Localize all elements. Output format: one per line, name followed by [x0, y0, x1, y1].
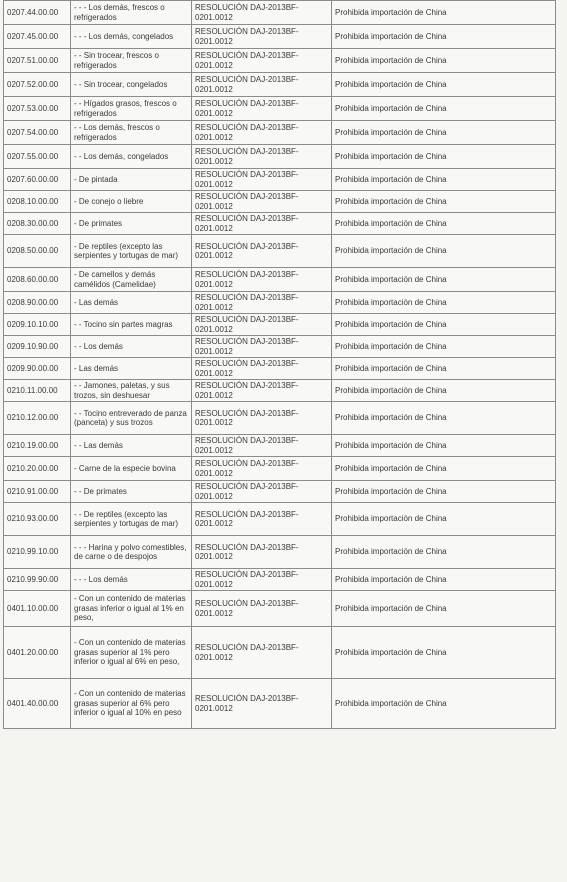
import-restriction: Prohibida importación de China	[332, 121, 556, 145]
import-restriction: Prohibida importación de China	[332, 213, 556, 235]
import-restriction: Prohibida importación de China	[332, 25, 556, 49]
resolution-suffix: 0201.0012	[195, 84, 233, 94]
resolution-number: RESOLUCIÓN DAJ-2013BF-	[195, 270, 299, 279]
table-row	[4, 1, 556, 25]
resolution-number: RESOLUCIÓN DAJ-2013BF-	[195, 459, 299, 468]
product-description: - Con un contenido de materias grasas inferior o igual al 1% en peso,	[71, 591, 192, 627]
import-restriction: Prohibida importación de China	[332, 1, 556, 25]
product-description: - - Tocino sin partes magras	[71, 314, 192, 336]
resolution-number: RESOLUCIÓN DAJ-2013BF-	[195, 170, 299, 179]
table-row	[4, 380, 556, 402]
resolution-number: RESOLUCIÓN DAJ-2013BF-	[195, 99, 299, 108]
tariff-code: 0208.30.00.00	[4, 213, 71, 235]
table-row	[4, 169, 556, 191]
product-description: - Con un contenido de materias grasas superior al 6% pero inferior o igual al 10% en peso	[71, 679, 192, 729]
resolution-reference	[192, 73, 332, 97]
tariff-code: 0209.10.10.00	[4, 314, 71, 336]
resolution-suffix: 0201.0012	[195, 579, 233, 589]
product-description: - - Las demás	[71, 435, 192, 457]
tariff-code: 0210.99.90.00	[4, 569, 71, 591]
import-restriction: Prohibida importación de China	[332, 380, 556, 402]
table-row	[4, 435, 556, 457]
tariff-code: 0208.60.00.00	[4, 268, 71, 292]
resolution-reference	[192, 481, 332, 503]
product-description: - De pintada	[71, 169, 192, 191]
resolution-suffix: 0201.0012	[195, 703, 233, 713]
table-row	[4, 235, 556, 268]
tariff-code: 0207.45.00.00	[4, 25, 71, 49]
product-description: - Las demás	[71, 358, 192, 380]
tariff-code: 0209.90.00.00	[4, 358, 71, 380]
resolution-suffix: 0201.0012	[195, 132, 233, 142]
import-restriction: Prohibida importación de China	[332, 145, 556, 169]
tariff-code: 0210.20.00.00	[4, 457, 71, 481]
product-description: - - Los demás, frescos o refrigerados	[71, 121, 192, 145]
resolution-number: RESOLUCIÓN DAJ-2013BF-	[195, 570, 299, 579]
table-row	[4, 679, 556, 729]
resolution-number: RESOLUCIÓN DAJ-2013BF-	[195, 542, 299, 552]
import-restriction: Prohibida importación de China	[332, 191, 556, 213]
import-restriction: Prohibida importación de China	[332, 314, 556, 336]
resolution-number: RESOLUCIÓN DAJ-2013BF-	[195, 381, 299, 390]
table-row	[4, 591, 556, 627]
tariff-code: 0208.50.00.00	[4, 235, 71, 268]
resolution-reference	[192, 380, 332, 402]
import-restriction: Prohibida importación de China	[332, 235, 556, 268]
tariff-code: 0208.90.00.00	[4, 292, 71, 314]
resolution-suffix: 0201.0012	[195, 390, 233, 400]
product-description: - Las demás	[71, 292, 192, 314]
tariff-code: 0210.99.10.00	[4, 536, 71, 569]
resolution-number: RESOLUCIÓN DAJ-2013BF-	[195, 147, 299, 156]
resolution-suffix: 0201.0012	[195, 346, 233, 356]
tariff-code: 0210.19.00.00	[4, 435, 71, 457]
product-description: - - Tocino entreverado de panza (panceta) y sus trozos	[71, 402, 192, 435]
resolution-reference	[192, 213, 332, 235]
product-description: - De reptiles (excepto las serpientes y tortugas de mar)	[71, 235, 192, 268]
resolution-reference	[192, 25, 332, 49]
product-description: - - Los demás	[71, 336, 192, 358]
resolution-reference	[192, 402, 332, 435]
product-description: - Carne de la especie bovina	[71, 457, 192, 481]
resolution-suffix: 0201.0012	[195, 60, 233, 70]
tariff-code: 0207.55.00.00	[4, 145, 71, 169]
resolution-reference	[192, 536, 332, 569]
table-row	[4, 402, 556, 435]
tariff-code: 0210.91.00.00	[4, 481, 71, 503]
tariff-code: 0209.10.90.00	[4, 336, 71, 358]
product-description: - De conejo o liebre	[71, 191, 192, 213]
table-row	[4, 49, 556, 73]
resolution-reference	[192, 169, 332, 191]
table-row	[4, 358, 556, 380]
resolution-suffix: 0201.0012	[195, 108, 233, 118]
import-restriction: Prohibida importación de China	[332, 503, 556, 536]
resolution-number: RESOLUCIÓN DAJ-2013BF-	[195, 337, 299, 346]
tariff-code: 0207.51.00.00	[4, 49, 71, 73]
tariff-code: 0401.20.00.00	[4, 627, 71, 679]
table-row	[4, 268, 556, 292]
resolution-reference	[192, 627, 332, 679]
table-row	[4, 97, 556, 121]
resolution-suffix: 0201.0012	[195, 223, 233, 233]
table-row	[4, 627, 556, 679]
tariff-code: 0207.52.00.00	[4, 73, 71, 97]
resolution-reference	[192, 358, 332, 380]
resolution-reference	[192, 1, 332, 25]
table-row	[4, 25, 556, 49]
import-restriction: Prohibida importación de China	[332, 97, 556, 121]
resolution-reference	[192, 679, 332, 729]
tariff-code: 0207.54.00.00	[4, 121, 71, 145]
resolution-reference	[192, 268, 332, 292]
product-description: - - Los demás, congelados	[71, 145, 192, 169]
product-description: - - - Los demás, frescos o refrigerados	[71, 1, 192, 25]
product-description: - - - Los demás, congelados	[71, 25, 192, 49]
table-row	[4, 336, 556, 358]
resolution-number: RESOLUCIÓN DAJ-2013BF-	[195, 694, 299, 703]
resolution-number: RESOLUCIÓN DAJ-2013BF-	[195, 293, 299, 302]
product-description: - - Sin trocear, frescos o refrigerados	[71, 49, 192, 73]
resolution-reference	[192, 49, 332, 73]
resolution-suffix: 0201.0012	[195, 324, 233, 334]
tariff-table	[3, 0, 556, 729]
resolution-number: RESOLUCIÓN DAJ-2013BF-	[195, 408, 299, 418]
tariff-code: 0207.60.00.00	[4, 169, 71, 191]
product-description: - - De reptiles (excepto las serpientes y tortugas de mar)	[71, 503, 192, 536]
table-row	[4, 292, 556, 314]
resolution-reference	[192, 97, 332, 121]
table-row	[4, 73, 556, 97]
product-description: - - Hígados grasos, frescos o refrigerados	[71, 97, 192, 121]
resolution-reference	[192, 235, 332, 268]
product-description: - - Jamones, paletas, y sus trozos, sin deshuesar	[71, 380, 192, 402]
resolution-reference	[192, 145, 332, 169]
resolution-number: RESOLUCIÓN DAJ-2013BF-	[195, 509, 299, 519]
tariff-code: 0401.10.00.00	[4, 591, 71, 627]
resolution-suffix: 0201.0012	[195, 279, 233, 289]
import-restriction: Prohibida importación de China	[332, 627, 556, 679]
resolution-suffix: 0201.0012	[195, 156, 233, 166]
resolution-suffix: 0201.0012	[195, 608, 233, 618]
resolution-number: RESOLUCIÓN DAJ-2013BF-	[195, 315, 299, 324]
resolution-suffix: 0201.0012	[195, 251, 233, 260]
resolution-number: RESOLUCIÓN DAJ-2013BF-	[195, 123, 299, 132]
resolution-reference	[192, 292, 332, 314]
import-restriction: Prohibida importación de China	[332, 336, 556, 358]
table-row	[4, 569, 556, 591]
resolution-suffix: 0201.0012	[195, 468, 233, 478]
resolution-number: RESOLUCIÓN DAJ-2013BF-	[195, 643, 299, 652]
resolution-suffix: 0201.0012	[195, 652, 233, 662]
table-row	[4, 121, 556, 145]
table-row	[4, 213, 556, 235]
resolution-number: RESOLUCIÓN DAJ-2013BF-	[195, 51, 299, 60]
tariff-code: 0207.53.00.00	[4, 97, 71, 121]
resolution-number: RESOLUCIÓN DAJ-2013BF-	[195, 482, 299, 491]
tariff-code: 0210.11.00.00	[4, 380, 71, 402]
tariff-code: 0401.40.00.00	[4, 679, 71, 729]
product-description: - Con un contenido de materias grasas superior al 1% pero inferior o igual al 6% en peso,	[71, 627, 192, 679]
resolution-number: RESOLUCIÓN DAJ-2013BF-	[195, 241, 299, 251]
table-row	[4, 481, 556, 503]
product-description: - De camellos y demás camélidos (Camelidae)	[71, 268, 192, 292]
import-restriction: Prohibida importación de China	[332, 292, 556, 314]
resolution-number: RESOLUCIÓN DAJ-2013BF-	[195, 436, 299, 445]
table-row	[4, 457, 556, 481]
resolution-number: RESOLUCIÓN DAJ-2013BF-	[195, 3, 299, 12]
resolution-reference	[192, 569, 332, 591]
table-row	[4, 314, 556, 336]
tariff-code: 0210.93.00.00	[4, 503, 71, 536]
resolution-suffix: 0201.0012	[195, 368, 233, 378]
tariff-table-body	[4, 1, 556, 729]
resolution-suffix: 0201.0012	[195, 552, 233, 561]
resolution-number: RESOLUCIÓN DAJ-2013BF-	[195, 214, 299, 223]
resolution-reference	[192, 591, 332, 627]
resolution-suffix: 0201.0012	[195, 201, 233, 211]
product-description: - - - Harina y polvo comestibles, de carne o de despojos	[71, 536, 192, 569]
resolution-reference	[192, 121, 332, 145]
resolution-suffix: 0201.0012	[195, 179, 233, 189]
import-restriction: Prohibida importación de China	[332, 536, 556, 569]
import-restriction: Prohibida importación de China	[332, 569, 556, 591]
resolution-number: RESOLUCIÓN DAJ-2013BF-	[195, 599, 299, 608]
resolution-number: RESOLUCIÓN DAJ-2013BF-	[195, 75, 299, 84]
import-restriction: Prohibida importación de China	[332, 402, 556, 435]
import-restriction: Prohibida importación de China	[332, 268, 556, 292]
resolution-suffix: 0201.0012	[195, 445, 233, 455]
tariff-code: 0208.10.00.00	[4, 191, 71, 213]
resolution-reference	[192, 191, 332, 213]
product-description: - - Sin trocear, congelados	[71, 73, 192, 97]
table-row	[4, 536, 556, 569]
resolution-suffix: 0201.0012	[195, 36, 233, 46]
resolution-number: RESOLUCIÓN DAJ-2013BF-	[195, 359, 299, 368]
resolution-reference	[192, 314, 332, 336]
import-restriction: Prohibida importación de China	[332, 457, 556, 481]
table-row	[4, 145, 556, 169]
resolution-suffix: 0201.0012	[195, 491, 233, 501]
import-restriction: Prohibida importación de China	[332, 679, 556, 729]
resolution-number: RESOLUCIÓN DAJ-2013BF-	[195, 192, 299, 201]
product-description: - De primates	[71, 213, 192, 235]
resolution-suffix: 0201.0012	[195, 302, 233, 312]
tariff-code: 0210.12.00.00	[4, 402, 71, 435]
resolution-suffix: 0201.0012	[195, 418, 233, 427]
resolution-number: RESOLUCIÓN DAJ-2013BF-	[195, 27, 299, 36]
resolution-suffix: 0201.0012	[195, 519, 233, 528]
resolution-reference	[192, 503, 332, 536]
resolution-reference	[192, 336, 332, 358]
product-description: - - De primates	[71, 481, 192, 503]
resolution-reference	[192, 457, 332, 481]
table-row	[4, 191, 556, 213]
import-restriction: Prohibida importación de China	[332, 73, 556, 97]
tariff-code: 0207.44.00.00	[4, 1, 71, 25]
resolution-reference	[192, 435, 332, 457]
resolution-suffix: 0201.0012	[195, 12, 233, 22]
import-restriction: Prohibida importación de China	[332, 49, 556, 73]
import-restriction: Prohibida importación de China	[332, 358, 556, 380]
import-restriction: Prohibida importación de China	[332, 435, 556, 457]
product-description: - - - Los demás	[71, 569, 192, 591]
import-restriction: Prohibida importación de China	[332, 481, 556, 503]
table-row	[4, 503, 556, 536]
import-restriction: Prohibida importación de China	[332, 169, 556, 191]
import-restriction: Prohibida importación de China	[332, 591, 556, 627]
